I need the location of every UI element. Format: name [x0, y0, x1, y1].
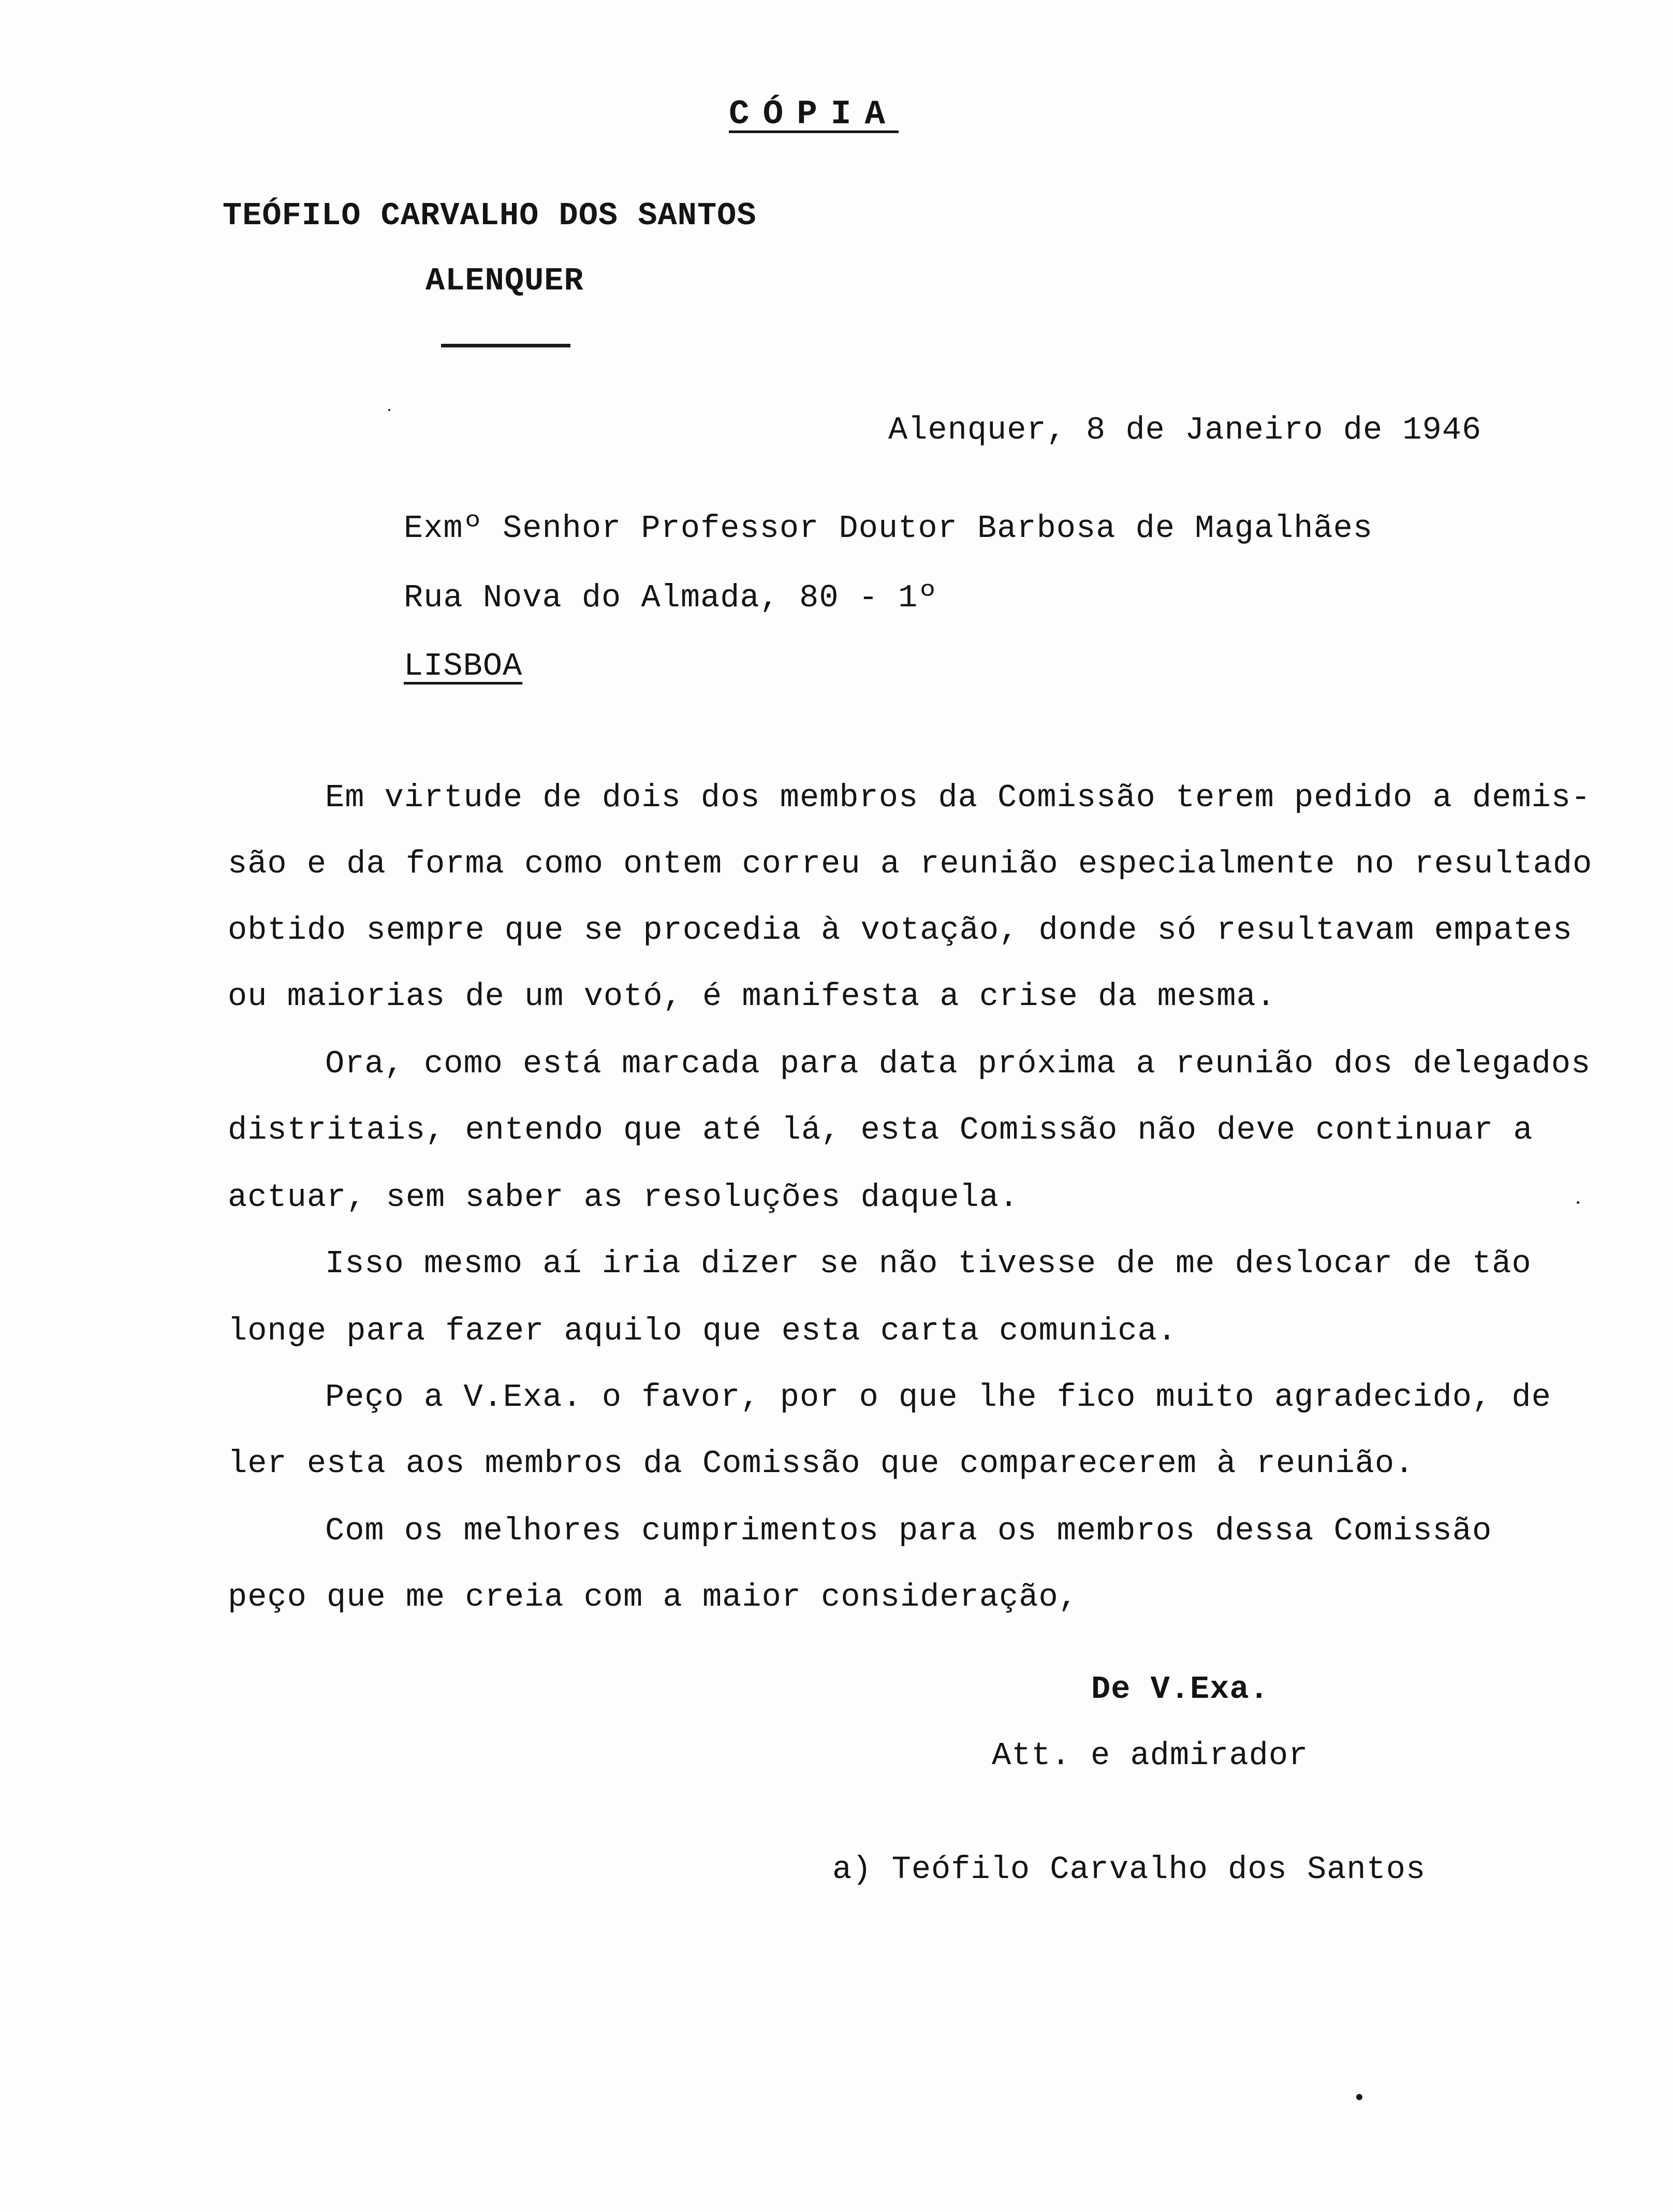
sender-name: TEÓFILO CARVALHO DOS SANTOS: [223, 197, 757, 234]
recipient-city: LISBOA: [404, 648, 523, 685]
body-line-12: Com os melhores cumprimentos para os membros dessa Comissão: [325, 1512, 1492, 1549]
body-line-11: ler esta aos membros da Comissão que comparecerem à reunião.: [228, 1445, 1415, 1482]
closing-line-2: Att. e admirador: [992, 1737, 1309, 1774]
body-line-2: são e da forma como ontem correu a reunião especialmente no resultado: [228, 846, 1593, 882]
ink-speck: [388, 409, 390, 411]
body-line-4: ou maiorias de um votó, é manifesta a crise da mesma.: [228, 978, 1276, 1015]
body-line-1: Em virtude de dois dos membros da Comissão terem pedido a demis-: [325, 779, 1591, 816]
body-line-5: Ora, como está marcada para data próxima a reunião dos delegados: [325, 1045, 1591, 1082]
body-line-9: longe para fazer aquilo que esta carta comunica.: [228, 1313, 1177, 1349]
body-line-13: peço que me creia com a maior consideração,: [228, 1579, 1078, 1616]
document-title: CÓPIA: [729, 95, 899, 134]
recipient-line-1: Exmº Senhor Professor Doutor Barbosa de Magalhães: [404, 510, 1373, 547]
separator-rule: [441, 344, 570, 347]
body-line-10: Peço a V.Exa. o favor, por o que lhe fico muito agradecido, de: [325, 1379, 1551, 1416]
ink-speck: [1577, 1201, 1579, 1204]
date-line: Alenquer, 8 de Janeiro de 1946: [888, 412, 1482, 448]
sender-town: ALENQUER: [425, 263, 584, 299]
recipient-line-2: Rua Nova do Almada, 80 - 1º: [404, 579, 938, 616]
body-line-7: actuar, sem saber as resoluções daquela.: [228, 1179, 1019, 1216]
body-line-6: distritais, entendo que até lá, esta Comissão não deve continuar a: [228, 1112, 1533, 1148]
body-line-3: obtido sempre que se procedia à votação, donde só resultavam empates: [228, 912, 1573, 949]
signature-line: a) Teófilo Carvalho dos Santos: [832, 1851, 1426, 1888]
ink-speck: [1356, 2094, 1362, 2100]
closing-line-1: De V.Exa.: [1091, 1671, 1269, 1708]
body-line-8: Isso mesmo aí iria dizer se não tivesse de me deslocar de tão: [325, 1245, 1532, 1282]
